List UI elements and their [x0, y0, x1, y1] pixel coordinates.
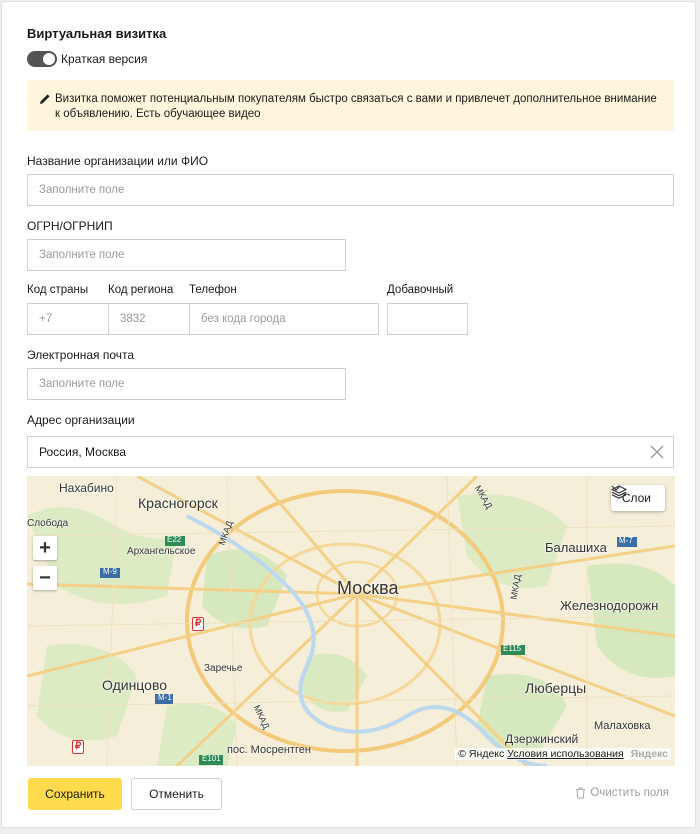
map-layers-label: Слои: [621, 491, 651, 505]
country-code-label: Код страны: [27, 284, 89, 296]
extension-label: Добавочный: [387, 284, 454, 296]
map-shield-m7: M-7: [619, 536, 633, 545]
map-label-nakhabino: Нахабино: [59, 481, 114, 495]
map-label-odintsovo: Одинцово: [102, 677, 168, 693]
map-copyright-text: © Яндекс: [458, 748, 505, 760]
map[interactable]: [27, 476, 675, 766]
phone-number-placeholder: без кода города: [201, 313, 286, 325]
map-poi-ruble-sign[interactable]: ₽: [72, 740, 84, 754]
map-label-arkhangelskoe: Архангельское: [127, 546, 196, 557]
email-input[interactable]: [27, 368, 346, 400]
ogrn-placeholder: Заполните поле: [39, 249, 125, 261]
zoom-in-button[interactable]: [33, 536, 57, 560]
clear-fields-label: Очистить поля: [590, 787, 669, 799]
clear-fields-button[interactable]: [575, 787, 669, 799]
map-shield-m9: M-9: [103, 567, 117, 576]
map-terms-link[interactable]: Условия использования: [507, 748, 624, 760]
map-label-mkad-south: МКАД: [251, 703, 272, 731]
org-name-label: Название организации или ФИО: [27, 154, 209, 168]
org-name-placeholder: Заполните поле: [39, 184, 125, 196]
map-label-moscow: Москва: [337, 578, 399, 598]
extension-input[interactable]: [387, 303, 468, 335]
map-label-malakhovka: Малаховка: [594, 720, 651, 732]
save-button[interactable]: Сохранить: [28, 778, 122, 810]
map-poi-ruble-sign[interactable]: ₽: [192, 617, 204, 631]
zoom-in-icon: +: [39, 536, 51, 559]
country-code-placeholder: +7: [39, 313, 53, 325]
map-copyright: [455, 748, 671, 760]
map-label-zarechye: Заречье: [204, 663, 243, 674]
address-label: Адрес организации: [27, 413, 135, 427]
phone-number-input[interactable]: [189, 303, 379, 335]
map-shield-e22: E22: [167, 535, 182, 544]
short-version-toggle-row: [27, 51, 147, 67]
org-name-input[interactable]: [27, 174, 674, 206]
country-code-input[interactable]: [27, 303, 109, 335]
ogrn-label: ОГРН/ОГРНИП: [27, 219, 113, 233]
region-code-label: Код региона: [108, 284, 174, 296]
clear-address-icon[interactable]: [650, 445, 664, 459]
map-label-dzerzhinsky: Дзержинский: [505, 732, 579, 746]
ogrn-input[interactable]: [27, 239, 346, 271]
region-code-input[interactable]: [108, 303, 190, 335]
map-shield-m1: M-1: [158, 693, 172, 702]
pencil-icon: [39, 92, 51, 131]
email-placeholder: Заполните поле: [39, 378, 125, 390]
map-label-balashikha: Балашиха: [545, 540, 607, 555]
map-label-sloboda: Слобода: [27, 518, 69, 529]
phone-label: Телефон: [189, 284, 237, 296]
hint-banner: [27, 80, 674, 131]
region-code-placeholder: 3832: [120, 313, 146, 325]
email-label: Электронная почта: [27, 348, 135, 362]
map-label-zheleznodorozhny: Железнодорожн: [560, 598, 659, 613]
yandex-logo: Яндекс: [630, 748, 668, 760]
short-version-toggle[interactable]: [27, 51, 57, 67]
address-value: Россия, Москва: [39, 445, 126, 459]
map-layers-button[interactable]: [611, 485, 665, 511]
address-input[interactable]: [27, 436, 674, 468]
trash-icon: [575, 787, 586, 799]
map-label-mkad-west: МКАД: [216, 519, 235, 547]
cancel-button[interactable]: Отменить: [131, 778, 222, 810]
zoom-out-button[interactable]: [33, 566, 57, 590]
map-label-mosrentgen: пос. Мосрентген: [227, 744, 311, 756]
map-shield-e115: E115: [503, 644, 522, 653]
map-background: [27, 476, 675, 766]
map-shield-e101: E101: [202, 754, 221, 763]
map-label-mkad-north: МКАД: [472, 483, 495, 511]
section-title: Виртуальная визитка: [27, 26, 167, 41]
zoom-out-icon: −: [39, 566, 51, 589]
short-version-label: Краткая версия: [61, 52, 148, 66]
virtual-card-panel: [1, 1, 696, 828]
hint-text: Визитка поможет потенциальным покупателям быстро связаться с вами и привлечет дополнительное внимание к объявлению. Есть обучающее видео: [55, 93, 657, 120]
map-label-mkad-east: МКАД: [508, 573, 523, 601]
map-label-lyubertsy: Люберцы: [525, 680, 587, 696]
map-label-krasnogorsk: Красногорск: [138, 495, 218, 511]
